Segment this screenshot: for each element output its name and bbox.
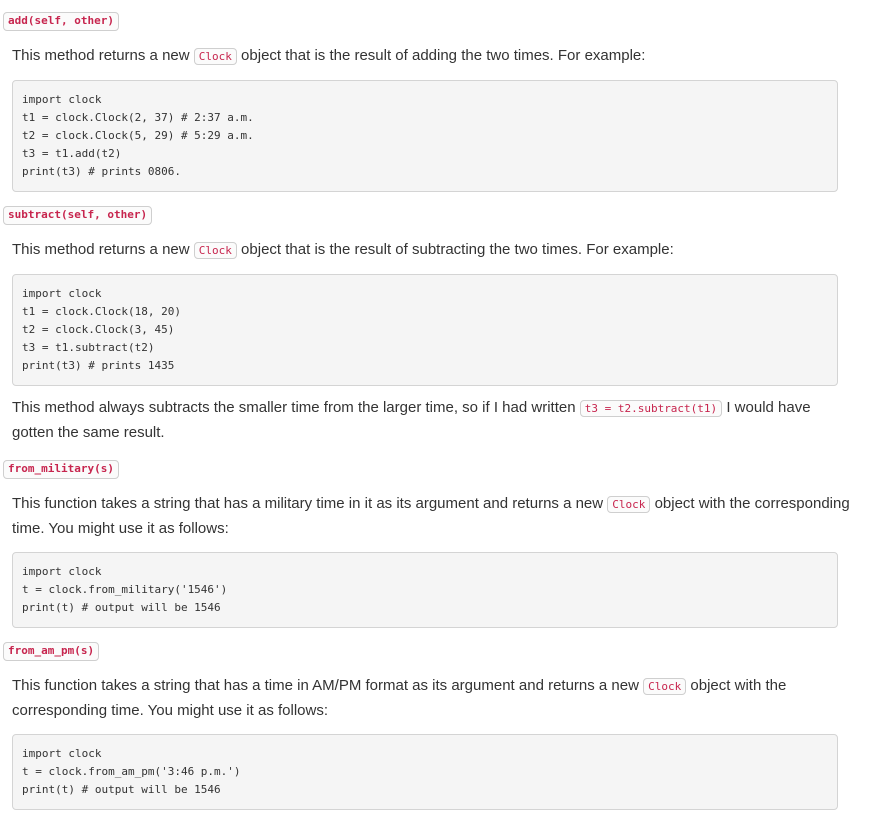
from-military-description-text-after: object with the corresponding time. You might use it as follows: (12, 495, 850, 537)
method-signature-from-am-pm: from_am_pm(s) (3, 642, 99, 661)
code-line: print(t3) # prints 0806. (22, 165, 181, 178)
subtract-code-block (12, 274, 838, 386)
code-line: t1 = clock.Clock(2, 37) # 2:37 a.m. (22, 111, 254, 124)
from-am-pm-clock-inline-code: Clock (643, 678, 686, 695)
add-clock-inline-code: Clock (194, 48, 237, 65)
from-am-pm-description (12, 674, 852, 723)
code-line: print(t) # output will be 1546 (22, 783, 221, 796)
method-signature-from-military: from_military(s) (3, 460, 119, 479)
code-line: t3 = t1.subtract(t2) (22, 341, 155, 354)
from-military-clock-inline-code: Clock (607, 496, 650, 513)
from-am-pm-description-text-before: This function takes a string that has a time in AM/PM format as its argument and returns a new (12, 677, 644, 694)
code-line: import clock (22, 747, 102, 760)
add-description-text-before: This method returns a new (12, 47, 194, 64)
code-line: t2 = clock.Clock(5, 29) # 5:29 a.m. (22, 129, 254, 142)
code-line: print(t3) # prints 1435 (22, 359, 175, 372)
method-signature-subtract: subtract(self, other) (3, 206, 152, 225)
subtract-description (12, 238, 852, 263)
subtract-description-text-before: This method returns a new (12, 241, 194, 258)
from-military-code-block (12, 552, 838, 628)
subtract-note (12, 396, 852, 445)
from-military-description-text-before: This function takes a string that has a military time in it as its argument and returns a new (12, 495, 608, 512)
subtract-clock-inline-code: Clock (194, 242, 237, 259)
add-description-text-after: object that is the result of adding the two times. For example: (236, 47, 646, 64)
code-line: t3 = t1.add(t2) (22, 147, 122, 160)
code-line: t1 = clock.Clock(18, 20) (22, 305, 181, 318)
subtract-note-inline-code: t3 = t2.subtract(t1) (580, 400, 722, 417)
code-line: t = clock.from_am_pm('3:46 p.m.') (22, 765, 241, 778)
subtract-note-text-before: This method always subtracts the smaller time from the larger time, so if I had written (12, 399, 580, 416)
code-line: print(t) # output will be 1546 (22, 601, 221, 614)
from-am-pm-description-text-after: object with the corresponding time. You might use it as follows: (12, 677, 787, 719)
code-line: import clock (22, 287, 102, 300)
code-line: t = clock.from_military('1546') (22, 583, 228, 596)
from-am-pm-code-block (12, 734, 838, 810)
add-description (12, 44, 852, 69)
subtract-description-text-after: object that is the result of subtracting the two times. For example: (236, 241, 674, 258)
add-code-block (12, 80, 838, 192)
subtract-note-text-after: I would have gotten the same result. (12, 399, 811, 441)
code-line: t2 = clock.Clock(3, 45) (22, 323, 175, 336)
from-military-description (12, 492, 852, 541)
code-line: import clock (22, 565, 102, 578)
method-signature-add: add(self, other) (3, 12, 119, 31)
code-line: import clock (22, 93, 102, 106)
